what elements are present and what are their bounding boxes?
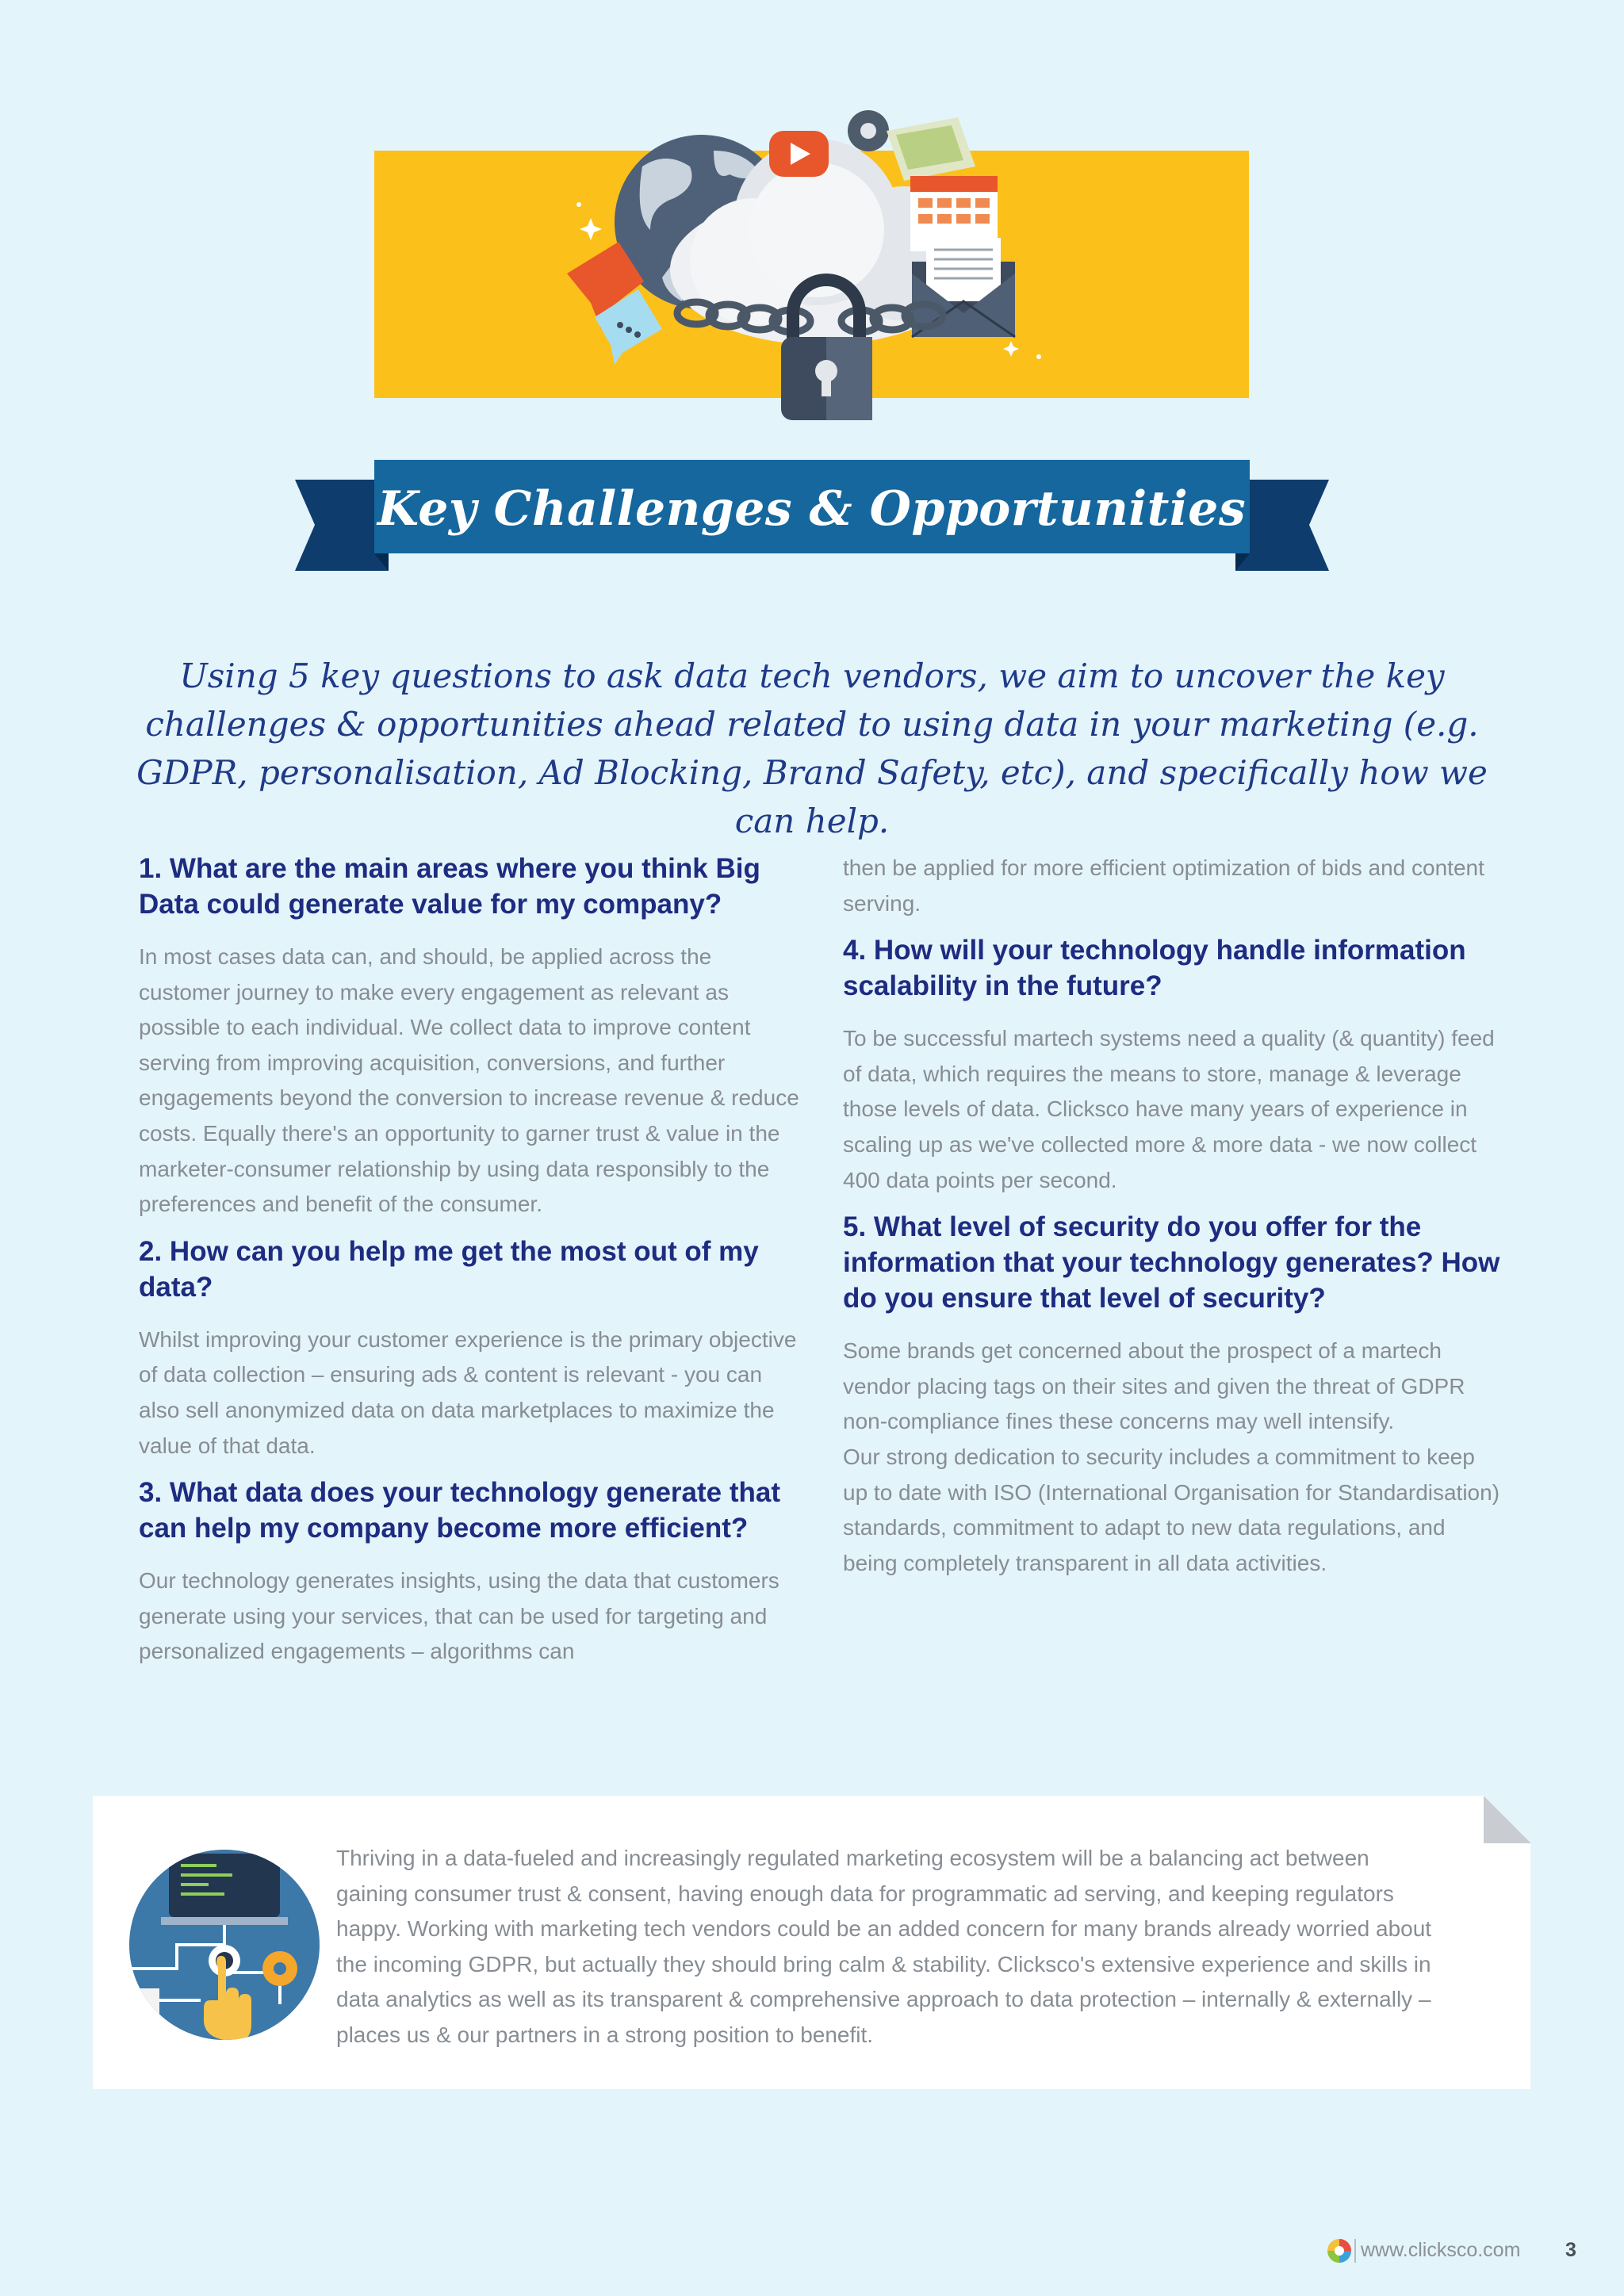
- page-fold-corner: [1484, 1796, 1531, 1843]
- question-5-answer-part-2: Our strong dedication to security includes a commitment to keep up to date with ISO (International Organisation for Standardisation) standards, commitment to adapt to new data regulations, and being completely transparent in all data activities.: [843, 1444, 1500, 1575]
- intro-text: Using 5 key questions to ask data tech vendors, we aim to uncover the key challenges & opportunities ahead related to using data in your marketing (e.g. GDPR, personalisation, Ad Blocking, Brand Safety, etc), and specifically how we can help.: [136, 656, 1488, 840]
- question-1-heading: 1. What are the main areas where you think Big Data could generate value for my company?: [139, 853, 760, 920]
- video-play-icon: [769, 131, 829, 177]
- data-analytics-icon: [129, 1850, 320, 2040]
- question-5-answer: Some brands get concerned about the prospect of a martech vendor placing tags on their sites and given the threat of GDPR non-compliance fines these concerns may well intensify.: [843, 1338, 1465, 1434]
- question-4-answer: To be successful martech systems need a quality (& quantity) feed of data, which requires the means to store, manage & leverage those levels of data. Clicksco have many years of experience in scaling up as we've collected more & more data - we now collect 400 data points per second.: [843, 1026, 1495, 1192]
- gear-icon: [848, 110, 889, 151]
- page-title: Key Challenges & Opportunities: [377, 481, 1247, 537]
- question-3-heading: 3. What data does your technology generate that can help my company become more efficient?: [139, 1477, 781, 1544]
- question-1-answer: In most cases data can, and should, be applied across the customer journey to make every engagement as relevant as possible to each individual. We collect data to improve content serving from improving acquisition, conversions, and further engagements beyond the conversion to increase revenue & reduce costs. Equally there's an opportunity to garner trust & value in the marketer-consumer relationship by using data responsibly to the preferences and benefit of the consumer.: [139, 944, 799, 1217]
- question-5-heading: 5. What level of security do you offer for the information that your technology generates? How do you ensure that level of security?: [843, 1211, 1500, 1314]
- footer-divider: [1354, 2239, 1356, 2263]
- question-2-heading: 2. How can you help me get the most out of my data?: [139, 1235, 759, 1303]
- summary-text: Thriving in a data-fueled and increasingly regulated marketing ecosystem will be a balancing act between gaining consumer trust & consent, having enough data for programmatic ad serving, and keeping regulators happy. Working with marketing tech vendors could be an added concern for many brands already worried about the incoming GDPR, but actually they should bring calm & stability. Clicksco's extensive experience and skills in data analytics as well as its transparent & comprehensive approach to data protection – internally & externally – places us & our partners in a strong position to benefit.: [336, 1846, 1432, 2047]
- left-column: [139, 851, 805, 1681]
- clicksco-logo: [1327, 2239, 1351, 2263]
- envelope-icon: [912, 238, 1015, 337]
- data-cloud-illustration: [555, 103, 1071, 428]
- footer-url[interactable]: www.clicksco.com: [1361, 2239, 1521, 2261]
- question-2-answer: Whilst improving your customer experience is the primary objective of data collection – ensuring ads & content is relevant - you can also sell anonymized data on data marketplaces to maximize the value of that data.: [139, 1326, 797, 1458]
- question-3-answer-continued: then be applied for more efficient optimization of bids and content serving.: [843, 855, 1484, 916]
- right-column: [843, 851, 1501, 1592]
- map-icon: [887, 117, 975, 181]
- question-3-answer: Our technology generates insights, using the data that customers generate using your services, that can be used for targeting and personalized engagements – algorithms can: [139, 1568, 779, 1664]
- question-4-heading: 4. How will your technology handle information scalability in the future?: [843, 935, 1466, 1002]
- page-number: 3: [1565, 2239, 1576, 2261]
